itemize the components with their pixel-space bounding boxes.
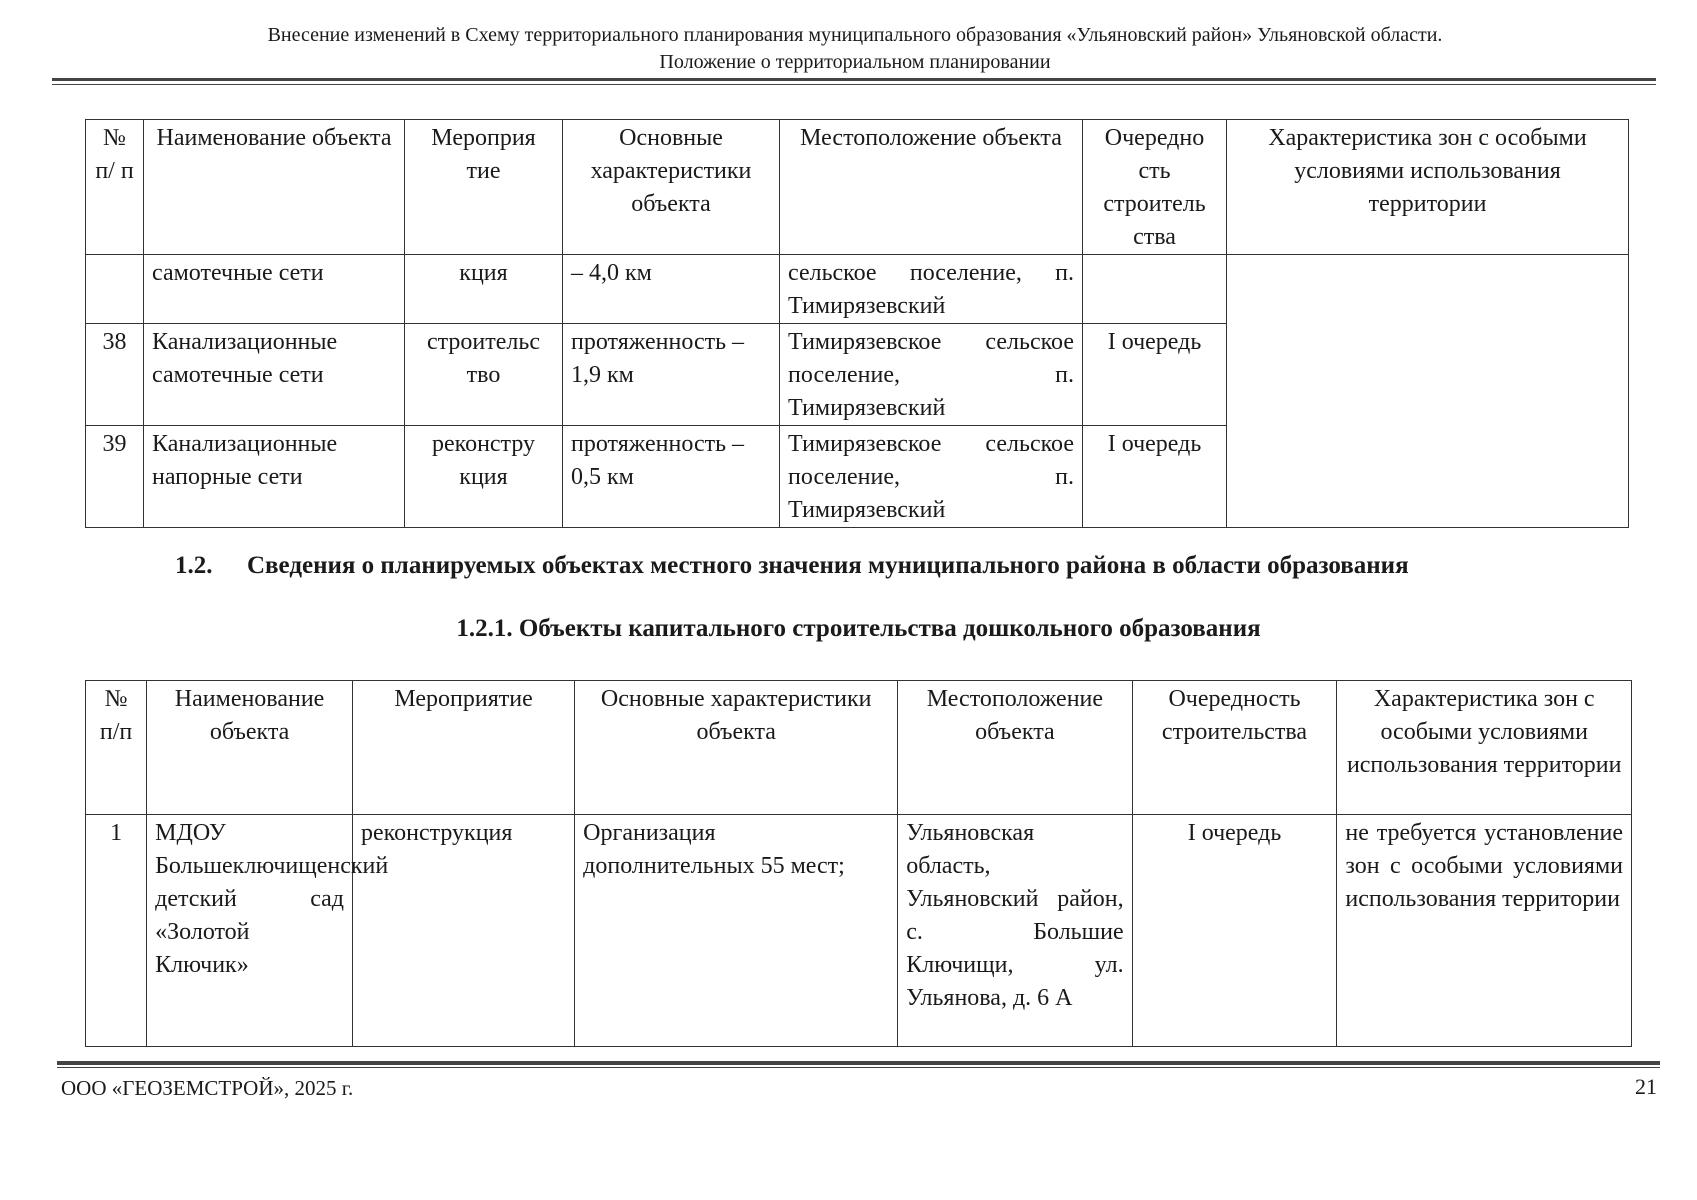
water-objects-table [85, 119, 1629, 528]
preschool-objects-table [85, 680, 1632, 1047]
table-row [86, 815, 1632, 1047]
section-number: 1.2. [175, 552, 213, 579]
header-divider [52, 78, 1656, 85]
footer-divider [57, 1061, 1660, 1068]
col-header-zones: Характеристика зон с особыми условиями использования территории [1227, 120, 1629, 255]
col-header-zones: Характеристика зон с особыми условиями использования территории [1337, 681, 1632, 815]
col-header-name: Наименование объекта [144, 120, 405, 255]
table-header-row [86, 681, 1632, 815]
row-location: сельское поселение, п. Тимирязевский [780, 255, 1083, 324]
col-header-name: Наименование объекта [147, 681, 353, 815]
row-num: 1 [86, 815, 147, 1047]
row-zones: не требуется установление зон с особыми условиями использования территории [1337, 815, 1632, 1047]
col-header-characteristics: Основные характеристики объекта [575, 681, 898, 815]
page-number: 21 [1635, 1074, 1657, 1099]
col-header-num: № п/ п [86, 120, 144, 255]
row-characteristics: протяженность – 1,9 км [563, 324, 780, 426]
row-action: реконстру кция [405, 426, 563, 528]
document-header [55, 22, 1655, 76]
row-queue: I очередь [1083, 324, 1227, 426]
header-title-line2: Положение о территориальном планировании [659, 51, 1051, 73]
col-header-num: № п/п [86, 681, 147, 815]
col-header-location: Местоположение объекта [780, 120, 1083, 255]
row-name: Канализационные напорные сети [144, 426, 405, 528]
col-header-location: Местоположение объекта [898, 681, 1132, 815]
row-location: Тимирязевское сельское поселение, п. Тимирязевский [780, 426, 1083, 528]
row-queue [1083, 255, 1227, 324]
row-queue: I очередь [1083, 426, 1227, 528]
row-characteristics: протяженность – 0,5 км [563, 426, 780, 528]
table-row [86, 255, 1629, 324]
section-title: Сведения о планируемых объектах местного значения муниципального района в области образования [247, 552, 1409, 579]
col-header-action: Мероприя тие [405, 120, 563, 255]
col-header-queue: Очередность строительства [1132, 681, 1337, 815]
row-name: самотечные сети [144, 255, 405, 324]
col-header-queue: Очередно сть строитель ства [1083, 120, 1227, 255]
row-action: кция [405, 255, 563, 324]
row-characteristics: Организация дополнительных 55 мест; [575, 815, 898, 1047]
header-title-line1: Внесение изменений в Схему территориального планирования муниципального образования «Ульяновский район» Ульяновской области. [267, 24, 1443, 46]
table-header-row [86, 120, 1629, 255]
row-name: МДОУ Большеключищенский детский сад «Золотой Ключик» [147, 815, 353, 1047]
section-heading-1-2 [175, 552, 1625, 580]
footer-company: ООО «ГЕОЗЕМСТРОЙ», 2025 г. [61, 1076, 354, 1100]
row-action: строительс тво [405, 324, 563, 426]
row-action: реконструкция [353, 815, 575, 1047]
row-num: 38 [86, 324, 144, 426]
row-location: Ульяновская область, Ульяновский район, с. Большие Ключищи, ул. Ульянова, д. 6 А [898, 815, 1132, 1047]
row-zones-merged [1227, 255, 1629, 528]
row-characteristics: – 4,0 км [563, 255, 780, 324]
row-num [86, 255, 144, 324]
col-header-action: Мероприятие [353, 681, 575, 815]
row-name: Канализационные самотечные сети [144, 324, 405, 426]
row-num: 39 [86, 426, 144, 528]
row-queue: I очередь [1132, 815, 1337, 1047]
row-location: Тимирязевское сельское поселение, п. Тимирязевский [780, 324, 1083, 426]
col-header-characteristics: Основные характеристики объекта [563, 120, 780, 255]
section-heading-1-2-1: 1.2.1. Объекты капитального строительства дошкольного образования [456, 615, 1261, 642]
